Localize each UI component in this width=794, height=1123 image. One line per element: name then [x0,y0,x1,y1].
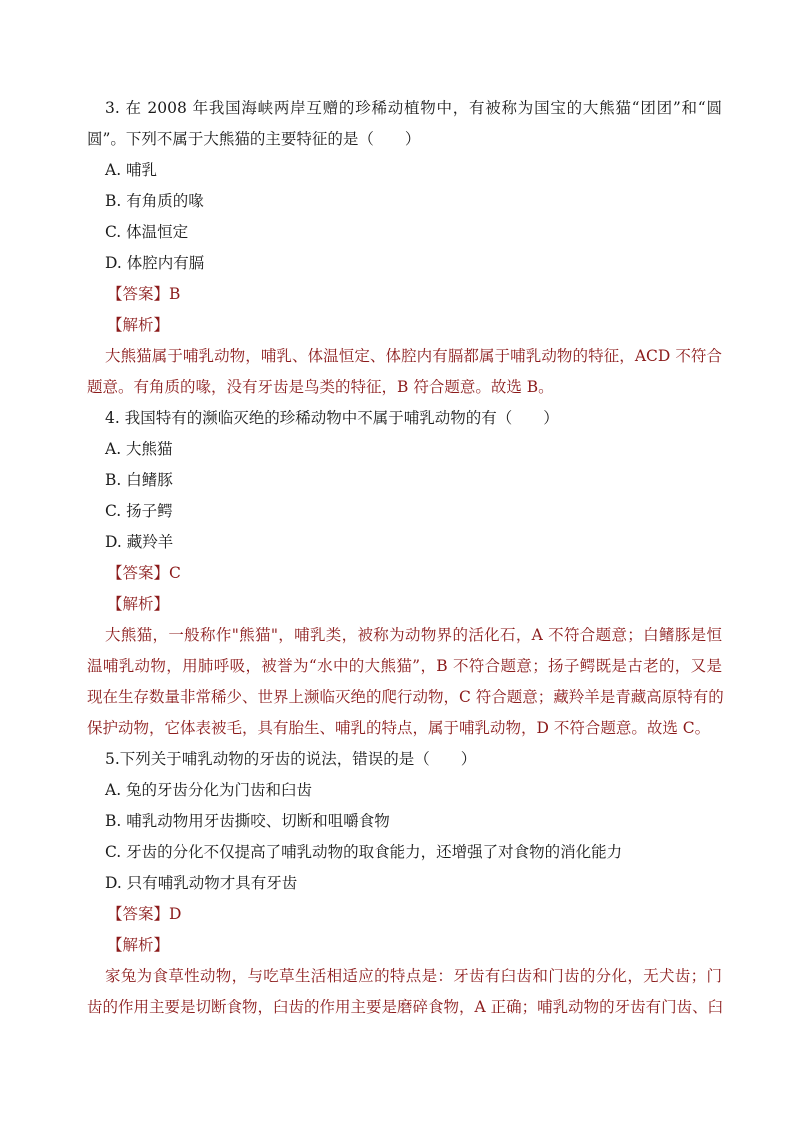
q5-option-d: D. 只有哺乳动物才具有牙齿 [105,874,298,892]
q5-option-b: B. 哺乳动物用牙齿撕咬、切断和咀嚼食物 [105,812,390,830]
q4-analysis-line-4: 保护动物，它体表被毛，具有胎生、哺乳的特点，属于哺乳动物，D 不符合题意。故选 C。 [87,719,711,737]
q3-analysis-line-2: 题意。有角质的喙，没有牙齿是鸟类的特征，B 符合题意。故选 B。 [87,378,554,396]
q4-analysis-label: 【解析】 [107,595,170,613]
q4-option-c: C. 扬子鳄 [105,502,173,520]
q5-analysis-label: 【解析】 [107,936,170,954]
q4-analysis-line-3: 现在生存数量非常稀少、世界上濒临灭绝的爬行动物，C 符合题意；藏羚羊是青藏高原特有的 [87,688,724,706]
q4-option-a: A. 大熊猫 [105,440,173,458]
q4-option-b: B. 白鳍豚 [105,471,173,489]
q5-analysis-line-1: 家兔为食草性动物，与吃草生活相适应的特点是：牙齿有臼齿和门齿的分化，无犬齿；门 [105,967,722,985]
q3-analysis-line-1: 大熊猫属于哺乳动物，哺乳、体温恒定、体腔内有膈都属于哺乳动物的特征，ACD 不符合 [105,347,722,365]
q3-stem-line-1: 3. 在 2008 年我国海峡两岸互赠的珍稀动植物中，有被称为国宝的大熊猫“团团”和“圆 [105,99,722,117]
q4-option-d: D. 藏羚羊 [105,533,174,551]
q3-option-d: D. 体腔内有膈 [105,254,205,272]
q3-option-c: C. 体温恒定 [105,223,189,241]
q5-option-c: C. 牙齿的分化不仅提高了哺乳动物的取食能力，还增强了对食物的消化能力 [105,843,623,861]
q3-answer: 【答案】B [107,285,181,303]
q5-option-a: A. 兔的牙齿分化为门齿和臼齿 [105,781,313,799]
q5-stem: 5.下列关于哺乳动物的牙齿的说法，错误的是（ ） [105,750,477,768]
q3-stem-line-2: 圆”。下列不属于大熊猫的主要特征的是（ ） [87,130,421,148]
q3-option-a: A. 哺乳 [105,161,158,179]
q4-answer: 【答案】C [107,564,181,582]
q5-answer: 【答案】D [107,905,182,923]
q4-analysis-line-1: 大熊猫，一般称作"熊猫"，哺乳类，被称为动物界的活化石，A 不符合题意；白鳍豚是恒 [105,626,722,644]
q5-analysis-line-2: 齿的作用主要是切断食物，臼齿的作用主要是磨碎食物，A 正确；哺乳动物的牙齿有门齿、臼 [87,998,724,1016]
q3-option-b: B. 有角质的喙 [105,192,204,210]
q4-stem: 4. 我国特有的濒临灭绝的珍稀动物中不属于哺乳动物的有（ ） [105,409,559,427]
q4-analysis-line-2: 温哺乳动物，用肺呼吸，被誉为“水中的大熊猫”，B 不符合题意；扬子鳄既是古老的，又是 [87,657,722,675]
q3-analysis-label: 【解析】 [107,316,170,334]
